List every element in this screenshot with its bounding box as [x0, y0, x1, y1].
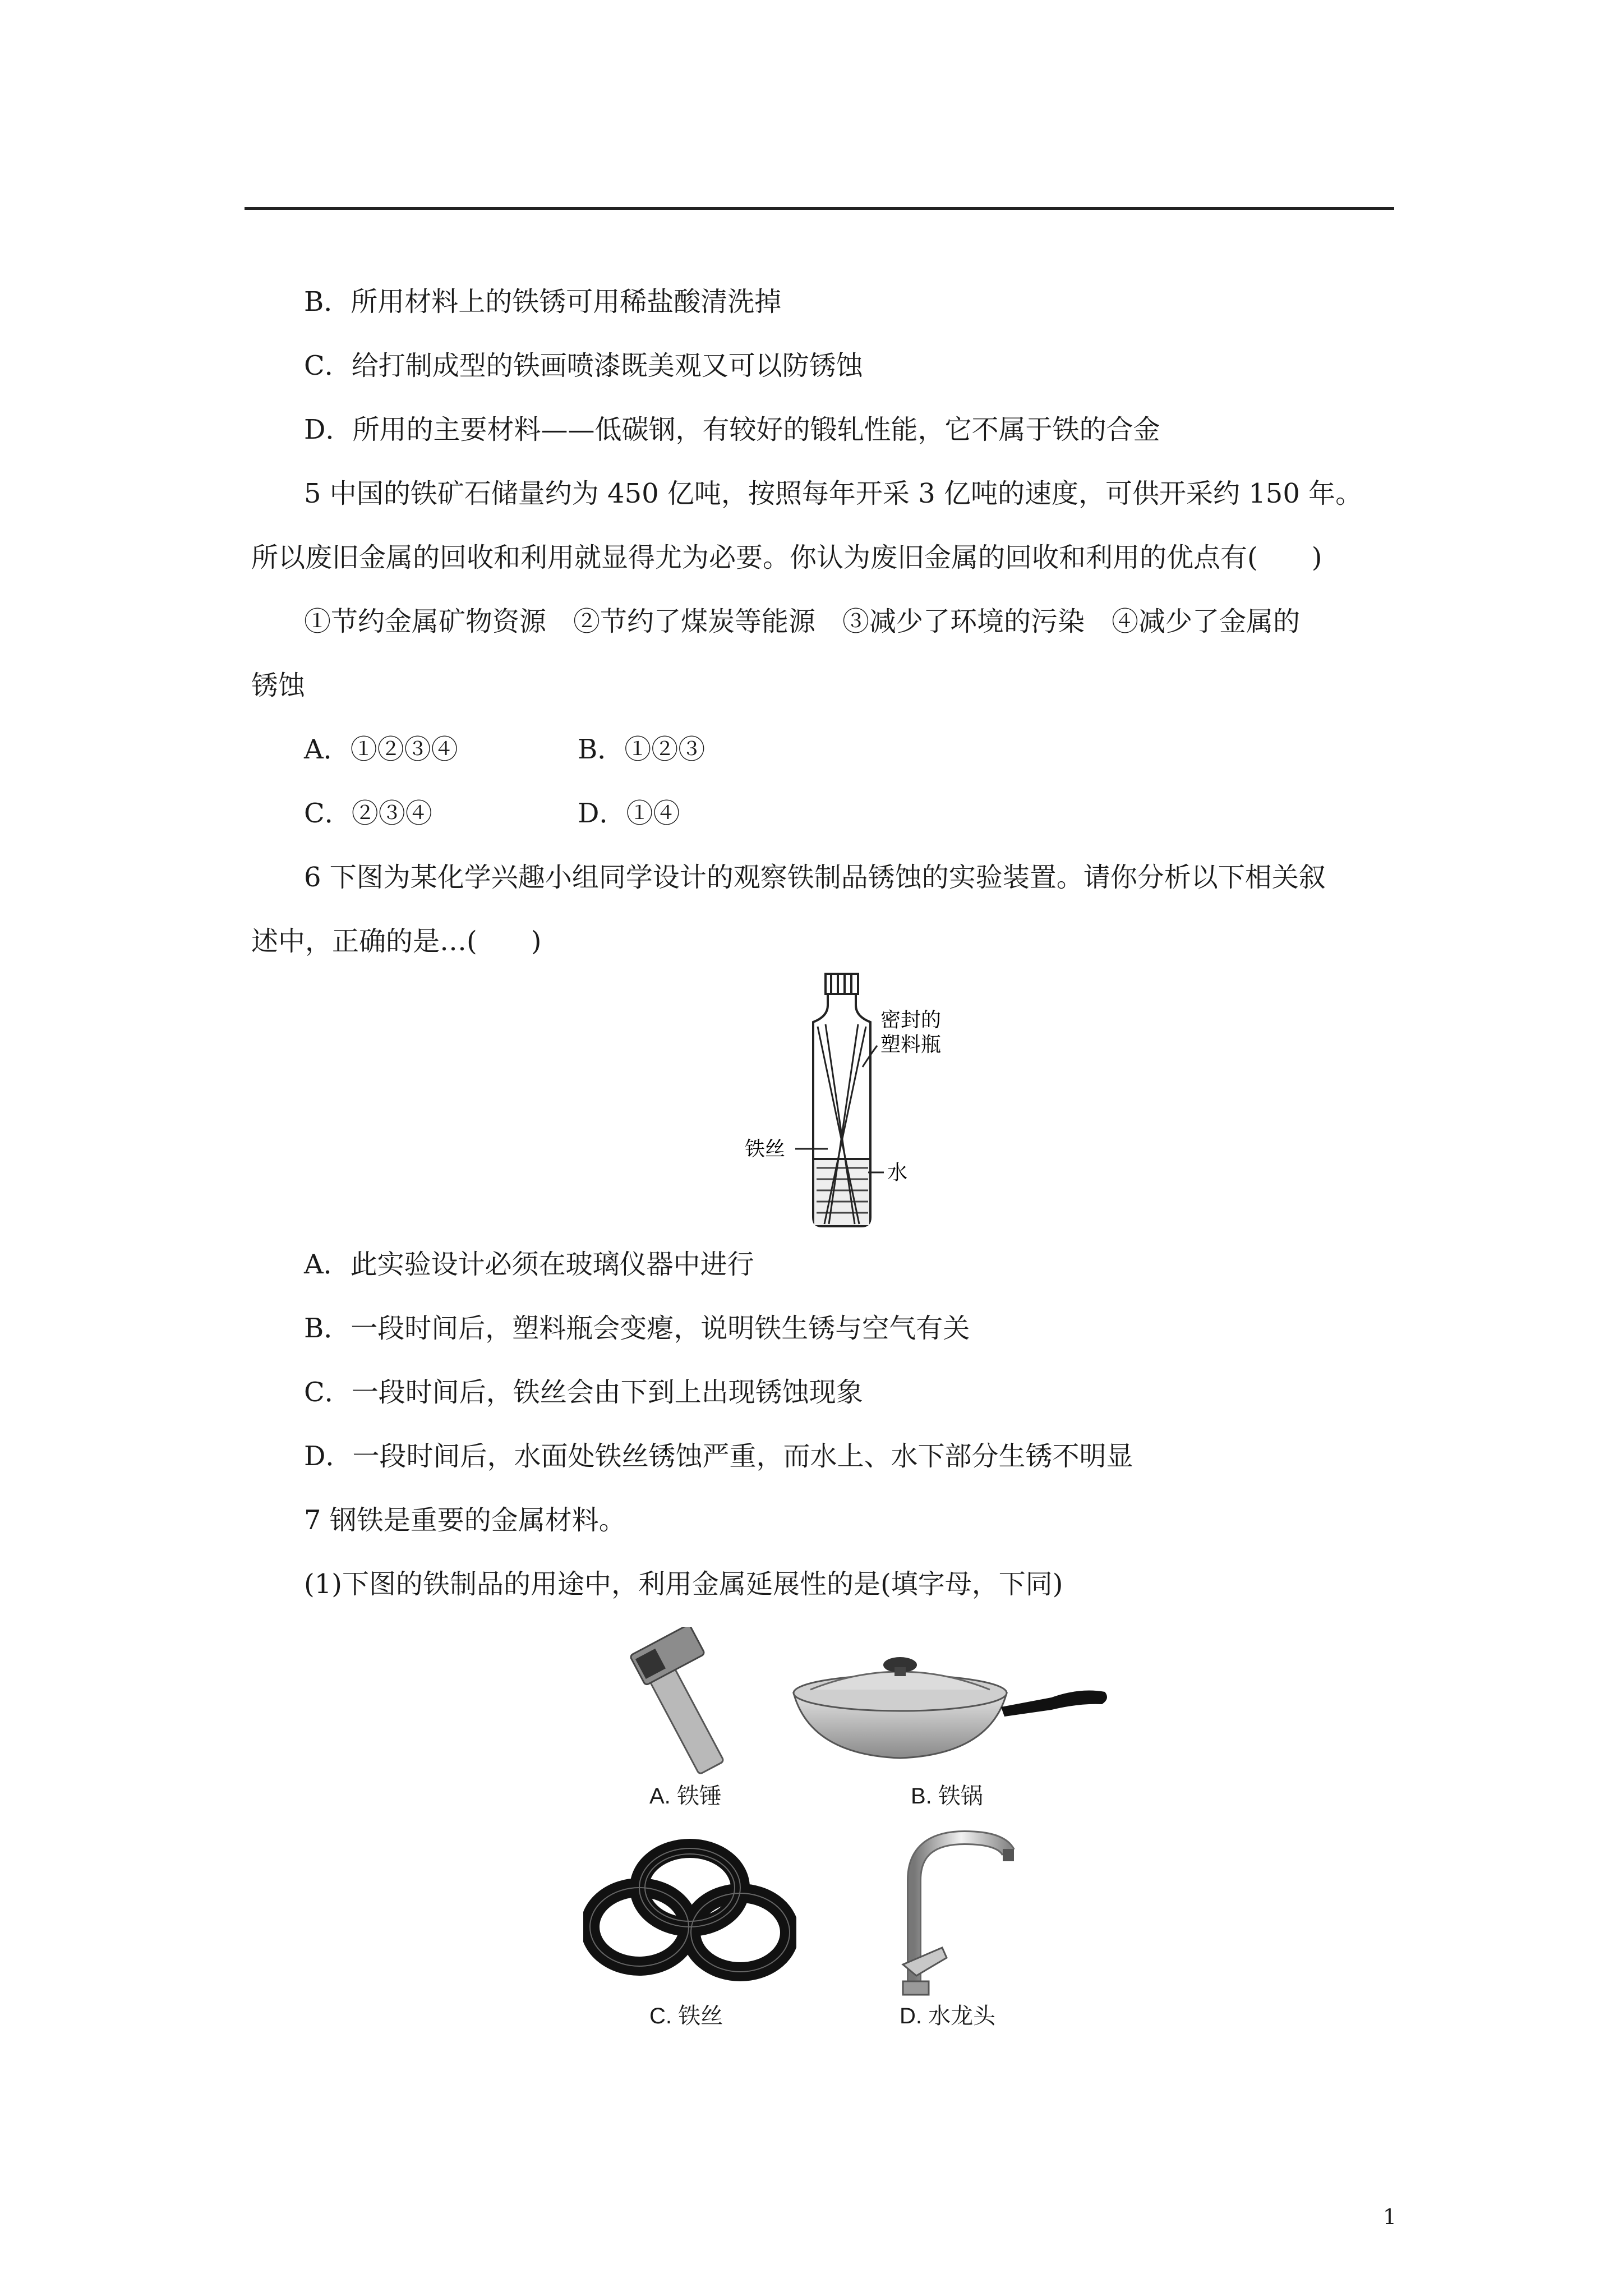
- q6-option-c: C．一段时间后，铁丝会由下到上出现锈蚀现象: [304, 1377, 863, 1408]
- iron-hammer-image: [623, 1627, 757, 1784]
- q6-stem-line1: 6 下图为某化学兴趣小组同学设计的观察铁制品锈蚀的实验装置。请你分析以下相关叙: [304, 862, 1326, 893]
- faucet-image: [880, 1830, 1026, 1998]
- caption-b: B. 铁锅: [911, 1784, 983, 1809]
- q7-stem: 7 钢铁是重要的金属材料。: [304, 1504, 626, 1536]
- q5-option-b: B．①②③: [578, 734, 706, 765]
- q5-stem-line2: 所以废旧金属的回收和利用就显得尤为必要。你认为废旧金属的回收和利用的优点有( ): [251, 542, 1322, 573]
- iron-wire-coils-image: [583, 1837, 796, 1989]
- q4-option-d: D．所用的主要材料——低碳钢，有较好的锻轧性能，它不属于铁的合金: [304, 414, 1160, 445]
- q7-sub1: (1)下图的铁制品的用途中，利用金属延展性的是(填字母，下同): [304, 1568, 1063, 1600]
- q5-option-a: A．①②③④: [304, 734, 458, 765]
- q5-option-c: C．②③④: [304, 798, 432, 829]
- q6-option-b: B．一段时间后，塑料瓶会变瘪，说明铁生锈与空气有关: [304, 1313, 970, 1344]
- rust-experiment-figure: [729, 970, 953, 1234]
- bottle-label-line2: 塑料瓶: [880, 1033, 942, 1056]
- q5-items-line2: 锈蚀: [251, 670, 306, 701]
- q4-option-b: B．所用材料上的铁锈可用稀盐酸清洗掉: [304, 286, 782, 318]
- caption-a: A. 铁锤: [649, 1784, 722, 1809]
- q5-stem-line1: 5 中国的铁矿石储量约为 450 亿吨，按照每年开采 3 亿吨的速度，可供开采约 150 年。: [304, 478, 1363, 509]
- q5-option-d: D．①④: [578, 798, 680, 829]
- q5-items-line1: ①节约金属矿物资源 ②节约了煤炭等能源 ③减少了环境的污染 ④减少了金属的: [304, 606, 1301, 637]
- header-rule: [245, 207, 1394, 210]
- water-label: 水: [887, 1161, 908, 1184]
- page-number: 1: [1382, 2205, 1396, 2229]
- caption-d: D. 水龙头: [900, 2004, 996, 2028]
- iron-wok-image: [788, 1648, 1113, 1760]
- caption-c: C. 铁丝: [649, 2004, 723, 2028]
- q6-option-d: D．一段时间后，水面处铁丝锈蚀严重，而水上、水下部分生锈不明显: [304, 1441, 1133, 1472]
- q6-option-a: A．此实验设计必须在玻璃仪器中进行: [304, 1249, 754, 1280]
- wire-label: 铁丝: [745, 1137, 786, 1160]
- q6-stem-line2: 述中，正确的是…( ): [251, 926, 542, 957]
- bottle-label-line1: 密封的: [880, 1008, 942, 1031]
- q4-option-c: C．给打制成型的铁画喷漆既美观又可以防锈蚀: [304, 350, 863, 381]
